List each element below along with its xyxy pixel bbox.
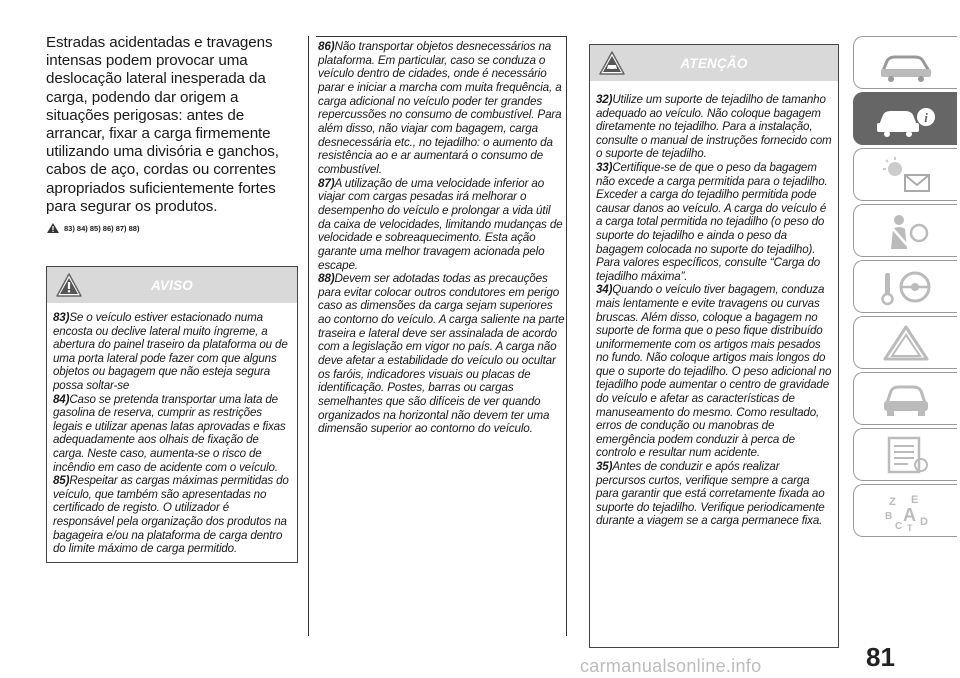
column-divider bbox=[566, 36, 567, 636]
aviso-box bbox=[46, 266, 298, 563]
tab-emergency[interactable] bbox=[853, 316, 957, 369]
svg-text:D: D bbox=[919, 515, 928, 528]
intro-paragraph: Estradas acidentadas e travagens intensas podem provocar uma deslocação lateral inesperada da carga, podendo dar origem a situações perigosas: antes de arrancar, fixar a carga firmemente utilizando uma divisória e ganchos, cabos de aço, cordas ou correntes apropriados suficientemente fortes para segurar os produtos. bbox=[46, 34, 279, 215]
technical-data-list-icon bbox=[875, 435, 937, 475]
column-divider bbox=[308, 36, 309, 636]
car-warning-icon bbox=[598, 50, 626, 77]
atencao-body bbox=[590, 81, 838, 534]
tab-knowing-vehicle[interactable] bbox=[853, 92, 957, 145]
atencao-box bbox=[589, 44, 839, 648]
atencao-item: 33)Certifique-se de que o peso da bagagem não excede a carga permitida para o tejadilho. Exceder a carga do tejadilho permitida pode causar danos ao veículo. A carga do veículo é a carga total permitida no tejadilho (o peso do suporte do tejadilho e ainda o peso da bagagem colocada no suporte do tejadilho). Para valores específicos, consulte “Carga do tejadilho máxima”. bbox=[596, 160, 828, 283]
aviso-item: 84)Caso se pretenda transportar uma lata de gasolina de reserva, cumprir as restrições legais e utilizar apenas latas aprovadas e fixas adequadamente aos olhais de fixação de carga. Neste caso, aumenta-se o risco de incêndio em caso de acidente com o veículo. bbox=[53, 392, 286, 474]
warning-icon bbox=[46, 222, 60, 234]
aviso-item: 85)Respeitar as cargas máximas permitidas do veículo, que também são apresentadas no certificado de registo. O utilizador é responsável pela organização dos produtos na bagageira e/ou na plataforma de carga dentro do limite máximo de carga permitido. bbox=[53, 474, 289, 556]
tab-warning-lights[interactable] bbox=[853, 148, 957, 201]
atencao-header bbox=[590, 45, 838, 81]
aviso-title: AVISO bbox=[150, 277, 193, 293]
tab-dashboard[interactable] bbox=[853, 36, 957, 89]
svg-text:A: A bbox=[902, 504, 916, 525]
atencao-title: ATENÇÃO bbox=[680, 55, 748, 71]
watermark: carmanualsonline.info bbox=[580, 656, 762, 676]
tab-starting-driving[interactable] bbox=[853, 260, 957, 313]
tab-maintenance[interactable] bbox=[853, 372, 957, 425]
key-steering-wheel-icon bbox=[875, 267, 937, 307]
atencao-item: 34)Quando o veículo tiver bagagem, conduza mais lentamente e evite travagens ou curvas bruscas. Além disso, coloque a bagagem no suporte de forma que o peso fique distribuído uniformemente com os artigos mais pesados no fundo. Não coloque artigos mais longos do que o suporte do tejadilho. O peso adicional no tejadilho pode aumentar o centro de gravidade do veículo e afetar as características de manuseamento do mesmo. Como resultado, erros de condução ou manobras de emergência podem conduzir à perca de controlo e resultar num acidente. bbox=[596, 283, 832, 460]
chapter-tabs bbox=[853, 36, 957, 540]
column-middle bbox=[318, 40, 566, 436]
aviso-header bbox=[47, 267, 297, 303]
note-references bbox=[46, 222, 298, 234]
svg-text:E: E bbox=[910, 493, 918, 506]
alphabetical-index-icon bbox=[875, 491, 937, 531]
column-left bbox=[46, 34, 298, 563]
tab-safety[interactable] bbox=[853, 204, 957, 257]
note-item: 87)A utilização de uma velocidade inferior ao viajar com cargas pesadas irá melhorar o desempenho do veículo e prolongar a vida útil da caixa de velocidades, limitando mudanças de velocidade e sobreaquecimento. Esta ação garante uma melhor travagem acionada pelo escape. bbox=[318, 176, 563, 272]
svg-text:B: B bbox=[884, 510, 892, 522]
svg-text:i: i bbox=[923, 109, 928, 125]
seatbelt-airbag-icon bbox=[875, 211, 937, 251]
svg-text:T: T bbox=[906, 522, 912, 531]
atencao-item: 32)Utilize um suporte de tejadilho de tamanho adequado ao veículo. Não coloque bagagem diretamente no tejadilho. Para a instalação, consulte o manual de instruções fornecido com o suporte de tejadilho. bbox=[596, 93, 832, 161]
aviso-body bbox=[47, 303, 297, 562]
column-right bbox=[589, 44, 839, 648]
svg-text:Z: Z bbox=[888, 495, 896, 508]
tab-index[interactable] bbox=[853, 484, 957, 537]
note-item: 88)Devem ser adotadas todas as precauções para evitar colocar outros condutores em perigo caso as dimensões da carga sejam superiores ao contorno do veículo. A carga saliente na parte traseira e lateral deve ser assinalada de acordo com a legislação em vigor no país. A carga não deve afetar a estabilidade do veículo ou ocultar os faróis, indicadores visuais ou placas de identificação. Postes, barras ou cargas semelhantes que são difíceis de ver quando organizados na horizontal não devem ter uma dimensão superior ao contorno do veículo. bbox=[318, 272, 565, 436]
hazard-triangle-icon bbox=[875, 323, 937, 363]
warning-lights-envelope-icon bbox=[875, 155, 937, 195]
tab-technical-data[interactable] bbox=[853, 428, 957, 481]
atencao-item: 35)Antes de conduzir e após realizar percursos curtos, verifique sempre a carga para garantir que está corretamente fixada ao suporte do tejadilho. Verifique periodicamente durante a viagem se a carga permanece fixa. bbox=[596, 460, 825, 528]
car-dashboard-icon bbox=[875, 43, 937, 83]
svg-text:C: C bbox=[894, 520, 902, 531]
references-label: 83) 84) 85) 86) 87) 88) bbox=[64, 223, 140, 233]
car-info-icon bbox=[875, 99, 937, 139]
aviso-item: 83)Se o veículo estiver estacionado numa encosta ou declive lateral muito íngreme, a abertura do painel traseiro da plataforma ou de uma porta lateral pode fazer com que alguns objetos ou bagagem que não esteja segura possa soltar-se bbox=[53, 311, 288, 392]
note-item: 86)Não transportar objetos desnecessários na plataforma. Em particular, caso se conduza o veículo dentro de cidades, onde é necessário parar e iniciar a marcha com muita frequência, a carga adicional no veículo poder ter grandes repercussões no consumo de combustível. Para além disso, não viajar com bagagem, carga desnecessária etc., no tejadilho: o aumento da resistência ao e ar aumentará o consumo de combustível. bbox=[318, 40, 562, 176]
car-front-icon bbox=[875, 379, 937, 419]
page-number: 81 bbox=[866, 642, 895, 672]
warning-icon bbox=[55, 272, 83, 299]
middle-box-top bbox=[316, 36, 566, 40]
